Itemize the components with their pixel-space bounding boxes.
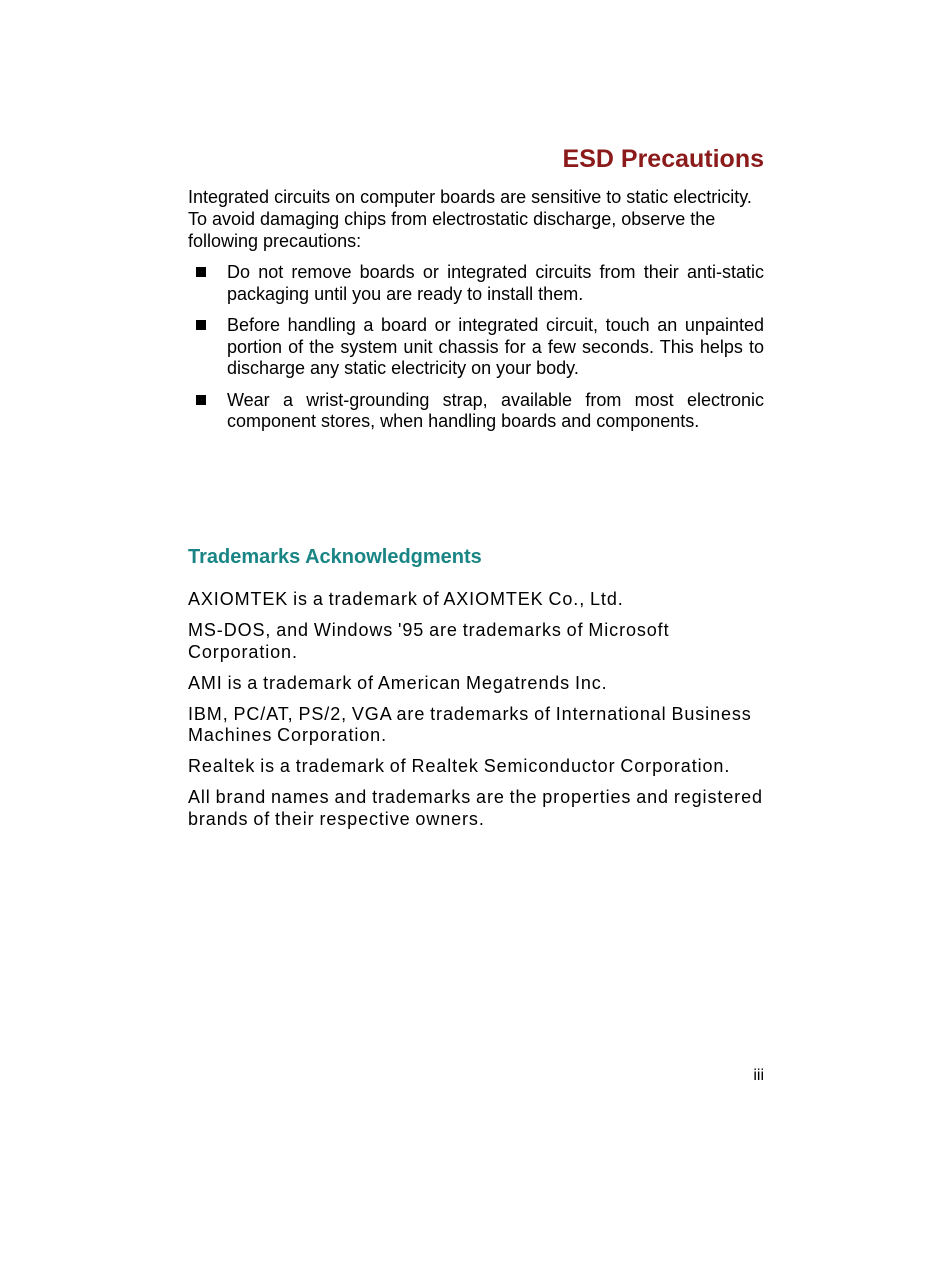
list-item <box>188 262 764 305</box>
trademark-paragraph: IBM, PC/AT, PS/2, VGA are trademarks of International Business Machines Corporation. <box>188 703 752 745</box>
esd-precautions-title: ESD Precautions <box>562 145 764 173</box>
list-item <box>188 390 764 433</box>
trademark-paragraph: MS-DOS, and Windows '95 are trademarks of Microsoft Corporation. <box>188 620 670 662</box>
list-item <box>188 315 764 380</box>
page-number: iii <box>753 1067 764 1084</box>
square-bullet-icon <box>196 395 206 405</box>
trademark-paragraph: AXIOMTEK is a trademark of AXIOMTEK Co., Ltd. <box>188 589 624 609</box>
square-bullet-icon <box>196 267 206 277</box>
list-item-text: Before handling a board or integrated circuit, touch an unpainted portion of the system unit chassis for a few seconds. This helps to discharge any static electricity on your body. <box>227 315 764 378</box>
trademarks-title: Trademarks Acknowledgments <box>188 546 482 568</box>
trademark-paragraph: Realtek is a trademark of Realtek Semiconductor Corporation. <box>188 756 731 776</box>
square-bullet-icon <box>196 320 206 330</box>
trademark-paragraph: All brand names and trademarks are the properties and registered brands of their respective owners. <box>188 787 763 829</box>
trademark-paragraph: AMI is a trademark of American Megatrends Inc. <box>188 672 608 693</box>
list-item-text: Wear a wrist-grounding strap, available from most electronic component stores, when handling boards and components. <box>227 389 764 431</box>
esd-intro-paragraph: Integrated circuits on computer boards are sensitive to static electricity. To avoid damaging chips from electrostatic discharge, observe the following precautions: <box>188 187 752 251</box>
esd-precautions-list <box>188 262 764 443</box>
list-item-text: Do not remove boards or integrated circuits from their anti-static packaging until you are ready to install them. <box>227 262 764 304</box>
trademarks-list <box>188 589 764 840</box>
